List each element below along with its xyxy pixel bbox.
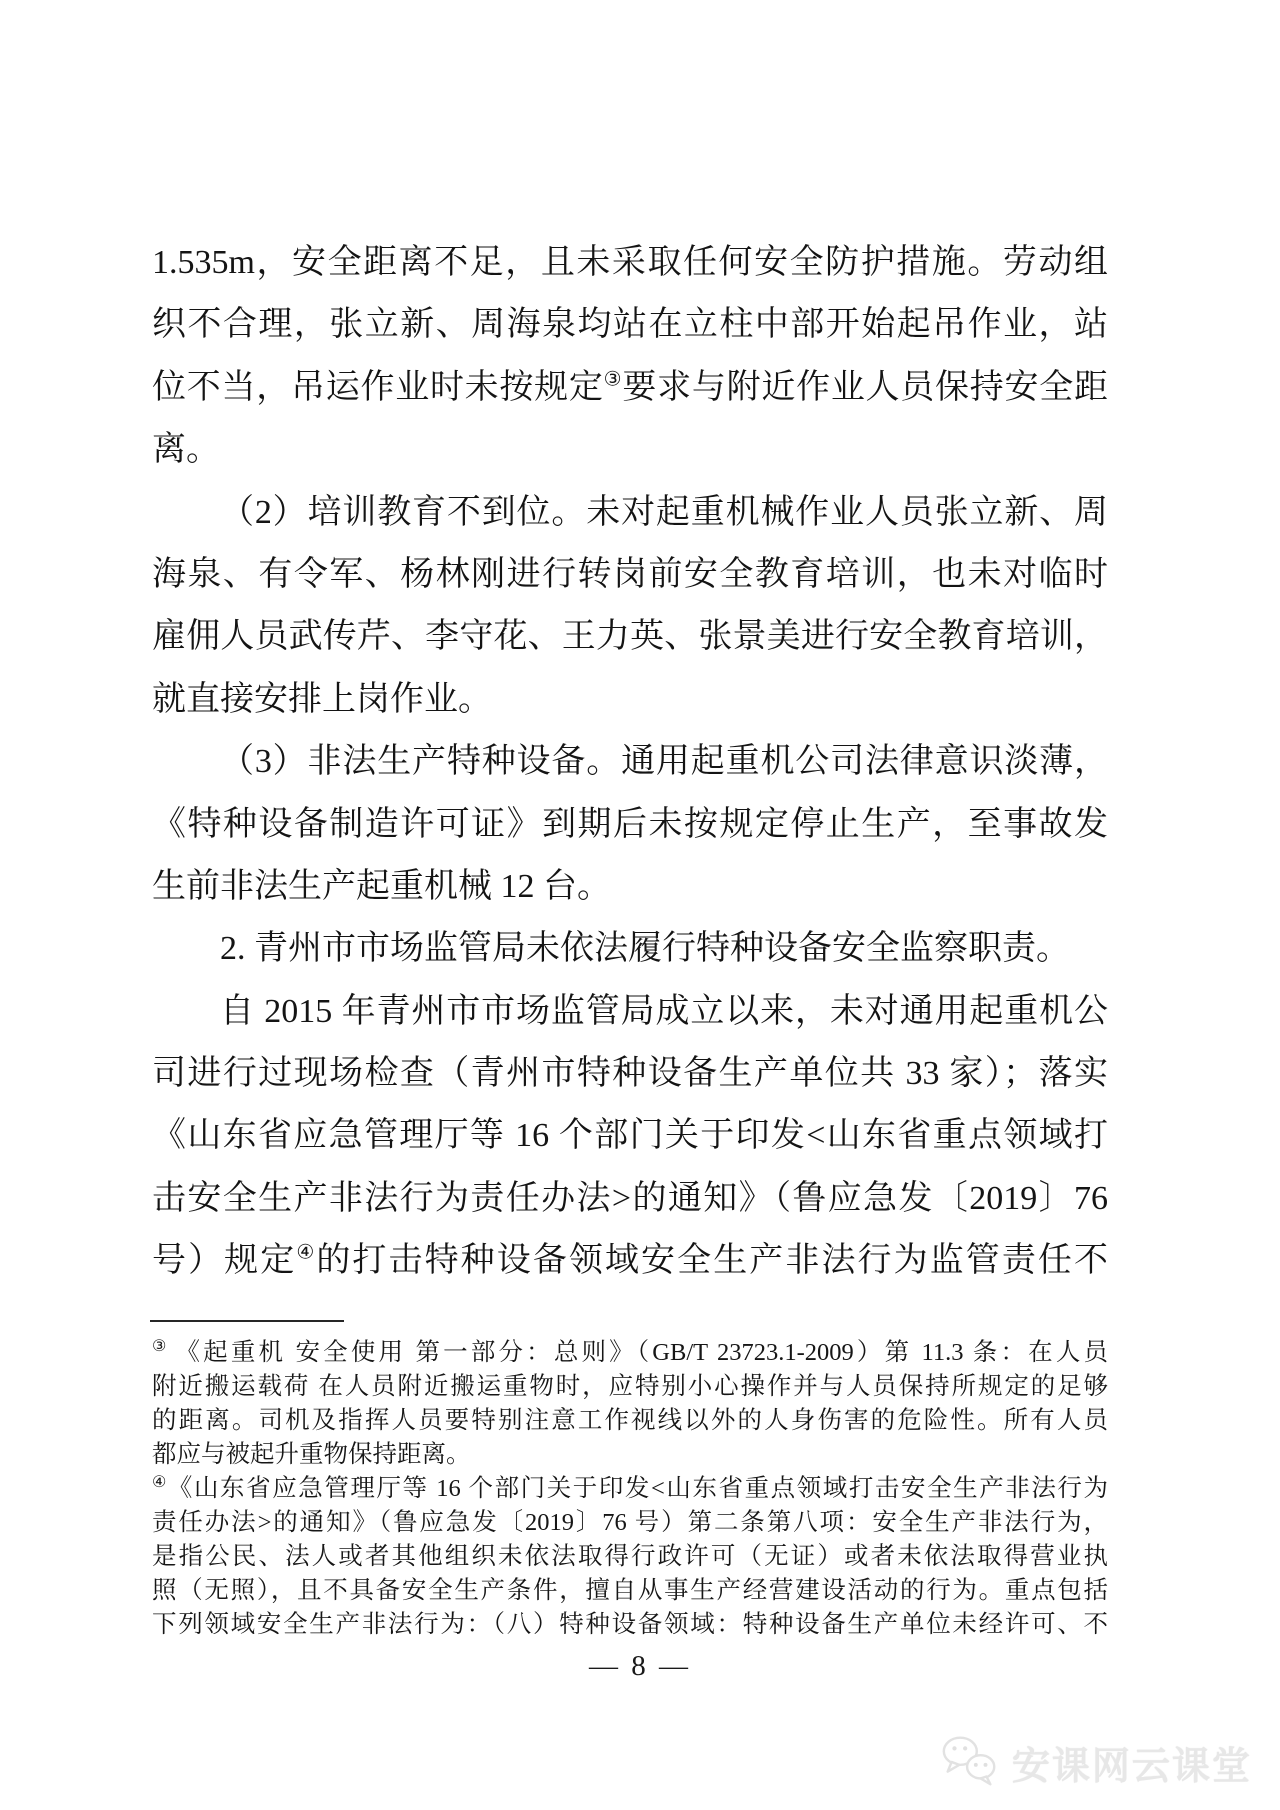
footnote-4-line: 是指公民、法人或者其他组织未依法取得行政许可（无证）或者未依法取得营业执: [152, 1543, 1108, 1570]
watermark: [938, 1732, 1252, 1793]
body-line: 就直接安排上岗作业。: [152, 680, 492, 718]
body-line: 海泉、有令军、杨林刚进行转岗前安全教育培训，也未对临时: [152, 555, 1108, 593]
body-line: 击安全生产非法行为责任办法>的通知》（鲁应急发〔2019〕76: [152, 1179, 1108, 1217]
footnote-3-line: 都应与被起升重物保持距离。: [152, 1441, 471, 1468]
body-line-paragraph-2: （2）培训教育不到位。未对起重机械作业人员张立新、周: [220, 493, 1108, 531]
wechat-chat-bubbles-icon: [938, 1732, 1002, 1793]
footnote-ref-4: ④: [296, 1241, 317, 1264]
body-line: 织不合理，张立新、周海泉均站在立柱中部开始起吊作业，站: [152, 306, 1108, 344]
body-line: 《山东省应急管理厅等 16 个部门关于印发<山东省重点领域打: [152, 1117, 1108, 1155]
body-line-paragraph-3: （3）非法生产特种设备。通用起重机公司法律意识淡薄，: [220, 743, 1108, 781]
page-number: — 8 —: [589, 1650, 691, 1682]
body-line: 生前非法生产起重机械 12 台。: [152, 867, 611, 905]
body-line: 离。: [152, 431, 220, 469]
body-line: 司进行过现场检查（青州市特种设备生产单位共 33 家）；落实: [152, 1055, 1108, 1093]
body-line: 雇佣人员武传芹、李守花、王力英、张景美进行安全教育培训，: [152, 618, 1108, 656]
footnote-3-marker: ③: [152, 1337, 170, 1355]
body-line: 1.535m，安全距离不足，且未采取任何安全防护措施。劳动组: [152, 244, 1108, 281]
body-line-paragraph: 自 2015 年青州市市场监管局成立以来，未对通用起重机公: [220, 992, 1108, 1030]
footnote-3-text: 《起重机 安全使用 第一部分：总则》（GB/T 23723.1-2009）第 11.3 条：在人员: [175, 1339, 1108, 1366]
footnote-3-line: [152, 1336, 1108, 1370]
body-line: [152, 1230, 1108, 1292]
body-line-text: 要求与附近作业人员保持安全距: [622, 368, 1109, 406]
body-line-text: 号）规定: [152, 1242, 297, 1280]
footnote-4-text: 《山东省应急管理厅等 16 个部门关于印发<山东省重点领域打击安全生产非法行为: [167, 1475, 1108, 1502]
footnote-4-line: 责任办法>的通知》（鲁应急发〔2019〕76 号）第二条第八项：安全生产非法行为，: [152, 1509, 1108, 1536]
footnote-3-line: 附近搬运载荷 在人员附近搬运重物时，应特别小心操作并与人员保持所规定的足够: [152, 1373, 1108, 1400]
report-body: [152, 232, 1108, 1293]
footnote-ref-3: ③: [603, 368, 623, 391]
body-line-text: 的打击特种设备领域安全生产非法行为监管责任不: [316, 1242, 1109, 1280]
footnote-4-line: 下列领域安全生产非法行为：（八）特种设备领域：特种设备生产单位未经许可、不: [152, 1611, 1108, 1638]
footnote-4-marker: ④: [152, 1473, 168, 1491]
body-line: 《特种设备制造许可证》到期后未按规定停止生产，至事故发: [152, 805, 1108, 843]
footnote-4-line: [152, 1472, 1108, 1506]
body-line-text: 位不当，吊运作业时未按规定: [152, 368, 604, 406]
footnotes-section: [152, 1336, 1108, 1642]
watermark-text: 安课网云课堂: [1011, 1746, 1252, 1788]
footnote-separator-line: [150, 1320, 344, 1322]
footnote-4-line: 照（无照），且不具备安全生产条件，擅自从事生产经营建设活动的行为。重点包括: [152, 1577, 1108, 1604]
body-line-section-2-heading: 2. 青州市市场监管局未依法履行特种设备安全监察职责。: [220, 930, 1070, 968]
body-line: [152, 357, 1108, 419]
footnote-3-line: 的距离。司机及指挥人员要特别注意工作视线以外的人身伤害的危险性。所有人员: [152, 1407, 1108, 1434]
